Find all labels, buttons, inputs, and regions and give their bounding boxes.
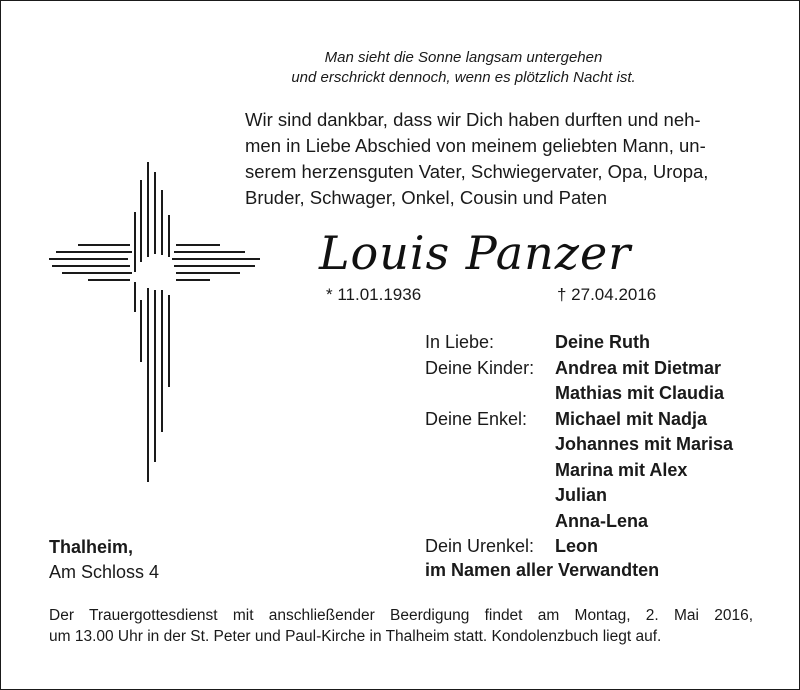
relation-label: Dein Urenkel: [425,536,535,556]
service-info [49,605,753,647]
relation-names: Anna-Lena [555,510,649,531]
list-item [425,509,733,535]
intro-line: Wir sind dankbar, dass wir Dich haben durften und neh- [245,109,701,130]
list-item [425,483,733,509]
service-info-line: Der Trauergottesdienst mit anschließender Beerdigung findet am Montag, 2. Mai 2016, [49,607,753,624]
cross-icon [49,161,261,483]
list-item [425,407,733,433]
intro-line: men in Liebe Abschied von meinem geliebten Mann, un- [245,135,706,156]
relation-label: Deine Kinder: [425,357,535,378]
death-date: † 27.04.2016 [557,285,657,304]
list-item [425,356,733,382]
deceased-name: Louis Panzer [319,226,632,280]
relation-names: Johannes mit Marisa [555,434,734,454]
intro-line: serem herzensguten Vater, Schwiegervater, Opa, Uropa, [245,161,709,182]
address-street: Am Schloss 4 [49,562,160,582]
relation-names: Marina mit Alex [555,459,688,480]
relation-label [425,483,555,509]
relation-label: Deine Enkel: [425,408,528,429]
list-item [425,330,733,356]
relation-names: Michael mit Nadja [555,408,708,429]
intro-text [245,107,775,211]
relation-names: Deine Ruth [555,332,651,352]
service-info-line: um 13.00 Uhr in der St. Peter und Paul-Kirche in Thalheim statt. Kondolenzbuch liegt auf. [49,628,662,645]
quote-line-1: Man sieht die Sonne langsam untergehen [324,49,603,66]
relation-label [425,458,555,484]
birth-date: * 11.01.1936 [326,285,422,304]
list-item [425,534,733,560]
quote-line-2: und erschrickt dennoch, wenn es plötzlich Nacht ist. [291,69,636,86]
mourners-list [425,330,733,560]
list-item [425,432,733,458]
list-item [425,381,733,407]
relation-label [425,432,555,458]
closing-line: im Namen aller Verwandten [425,560,660,580]
address-block [49,535,159,585]
list-item [425,458,733,484]
relation-names: Leon [555,536,598,556]
relation-label [425,509,555,535]
relation-names: Mathias mit Claudia [555,383,725,403]
relation-label: In Liebe: [425,332,495,352]
relation-names: Andrea mit Dietmar [555,357,722,378]
relation-names: Julian [555,485,608,505]
relation-label [425,381,555,407]
address-town: Thalheim, [49,537,134,557]
intro-line: Bruder, Schwager, Onkel, Cousin und Paten [245,187,607,208]
